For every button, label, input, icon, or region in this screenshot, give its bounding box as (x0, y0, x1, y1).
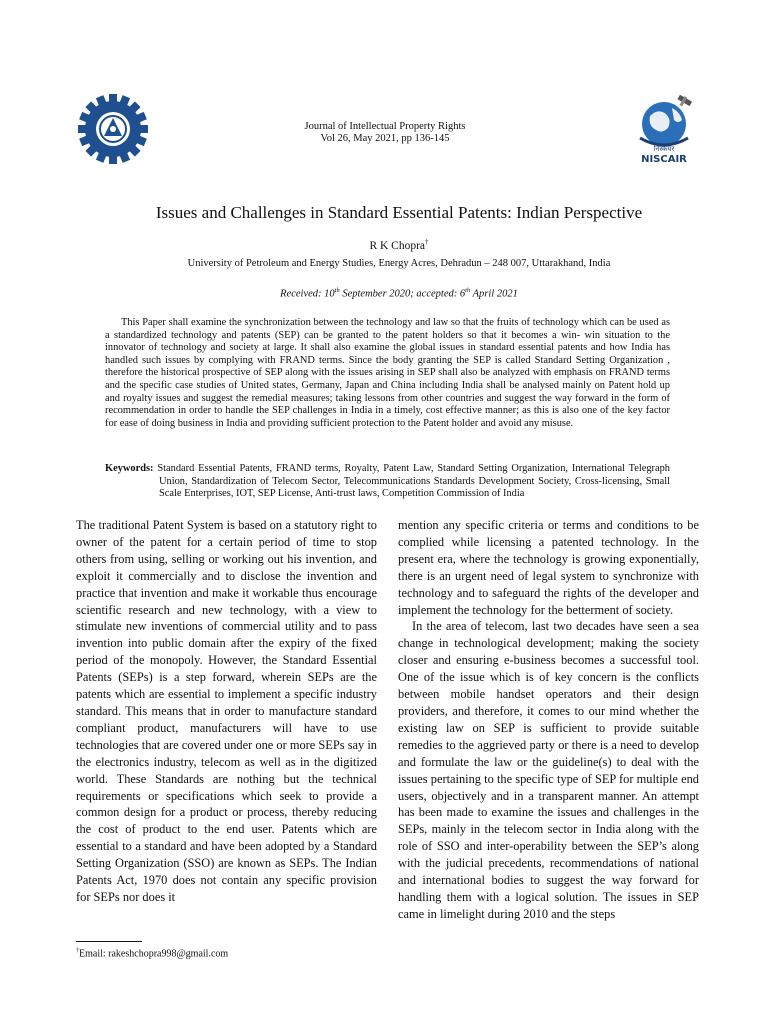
journal-header (240, 121, 530, 145)
keywords (105, 463, 670, 501)
affiliation: University of Petroleum and Energy Studies, Energy Acres, Dehradun – 248 007, Uttarakhand, India (187, 258, 611, 269)
keywords-list: Standard Essential Patents, FRAND terms, Royalty, Patent Law, Standard Setting Organization, International Telegraph Union, Standardization of Telecom Sector, Telecommunications Standards Development Society, Cross-licensing, Small Scale Enterprises, IOT, SEP License, Anti-trust laws, Competition Commission of India (157, 463, 670, 500)
author-line (0, 238, 768, 252)
body-paragraph: mention any specific criteria or terms and conditions to be complied while licensing a patented technology. In the present era, where the technology is growing exponentially, there is an urgent need of legal system to synchronize with technology and to safeguard the rights of the developer and implement the technology for the betterment of society. (398, 518, 699, 617)
journal-name: Journal of Intellectual Property Rights (304, 121, 466, 132)
niscair-hindi-label: निस्केयर (653, 145, 675, 153)
received-accepted-dates: Received: 10th September 2020; accepted: 6th April 2021 (280, 287, 518, 300)
niscair-label: NISCAIR (641, 154, 687, 165)
niscair-logo (628, 94, 700, 166)
author-footnote-mark: † (425, 238, 429, 246)
body-column-left (76, 517, 377, 906)
abstract: This Paper shall examine the synchronization between the technology and law so that the fruits of technology which can be used as a standardized technology and patents (SEP) can be granted to the patent holders so that it becomes a win- win situation to the innovator of technology and society at large. It shall also examine the global issues in standard essential patents and how India has handled such issues by complying with FRAND terms. Since the body granting the SEP is called Standard Setting Organization , therefore the historical prospective of SEP along with the issues arising in SEP shall also be analyzed with emphasis on FRAND terms and the specific case studies of United states, Germany, Japan and China including India shall be analysed mainly on Patent hold up and royalty issues and suggest the remedial measures; taking lessons from other countries and suggest the way forward in the form of recommendation in order to handle the SEP challenges in India in a timely, cost effective manner; as this is also one of the key factor for ease of doing business in India and providing sufficient protection to the Patent holder and avoid any misuse. (105, 317, 670, 429)
journal-volume: Vol 26, May 2021, pp 136-145 (320, 133, 450, 144)
footnote (76, 948, 228, 959)
author-name: R K Chopra (369, 239, 426, 252)
csir-logo (76, 92, 150, 166)
keywords-label: Keywords: (105, 463, 154, 474)
body-column-right (398, 517, 699, 923)
footnote-email: Email: rakeshchopra998@gmail.com (79, 948, 229, 960)
article-title: Issues and Challenges in Standard Essential Patents: Indian Perspective (155, 203, 643, 222)
footnote-divider (76, 941, 142, 942)
footnote-mark: † (76, 948, 79, 954)
body-paragraph: The traditional Patent System is based on a statutory right to owner of the patent for a certain period of time to stop others from using, selling or working out his invention, and exploit it commercially and to disclose the invention and practice that invention and make it workable thus encourage scientific research and new technology, with a view to stimulate new inventions of commercial utility and to pass invention into public domain after the expiry of the fixed period of the monopoly. However, the Standard Essential Patents (SEPs) is a step forward, wherein SEPs are the patents which are essential to implement a specific industry standard. This means that in order to manufacture standard compliant product, manufacturers will have to use technologies that are covered under one or more SEPs say in the electronics industry, telecom as well as in the digitized world. These Standards are nothing but the technical requirements or specifications which seek to provide a common design for a product or process, thereby reducing the cost of product to the end user. Patents which are essential to a standard and have been adopted by a Standard Setting Organization (SSO) are known as SEPs. The Indian Patents Act, 1970 does not contain any specific provision for SEPs nor does it (76, 518, 377, 904)
body-paragraph: In the area of telecom, last two decades have seen a sea change in technological development; making the society closer and ensuring e-business becomes a successful tool. One of the issue which is of key concern is the conflicts between mobile handset operators and their design providers, and therefore, it comes to our mind whether the existing law on SEP is sufficient to provide suitable remedies to the aggrieved party or there is a need to develop and formulate the law or the guideline(s) to deal with the issues pertaining to the specific type of SEP for multiple end users, objectively and in a transparent manner. An attempt has been made to examine the issues and challenges in the SEPs, mainly in the telecom sector in India along with the role of SSO and inter-operability between the SEP’s along with the judicial precedents, recommendations of national and international bodies to suggest the way forward for handling them with a logical solution. The issues in SEP came in limelight during 2010 and the steps (398, 619, 699, 921)
